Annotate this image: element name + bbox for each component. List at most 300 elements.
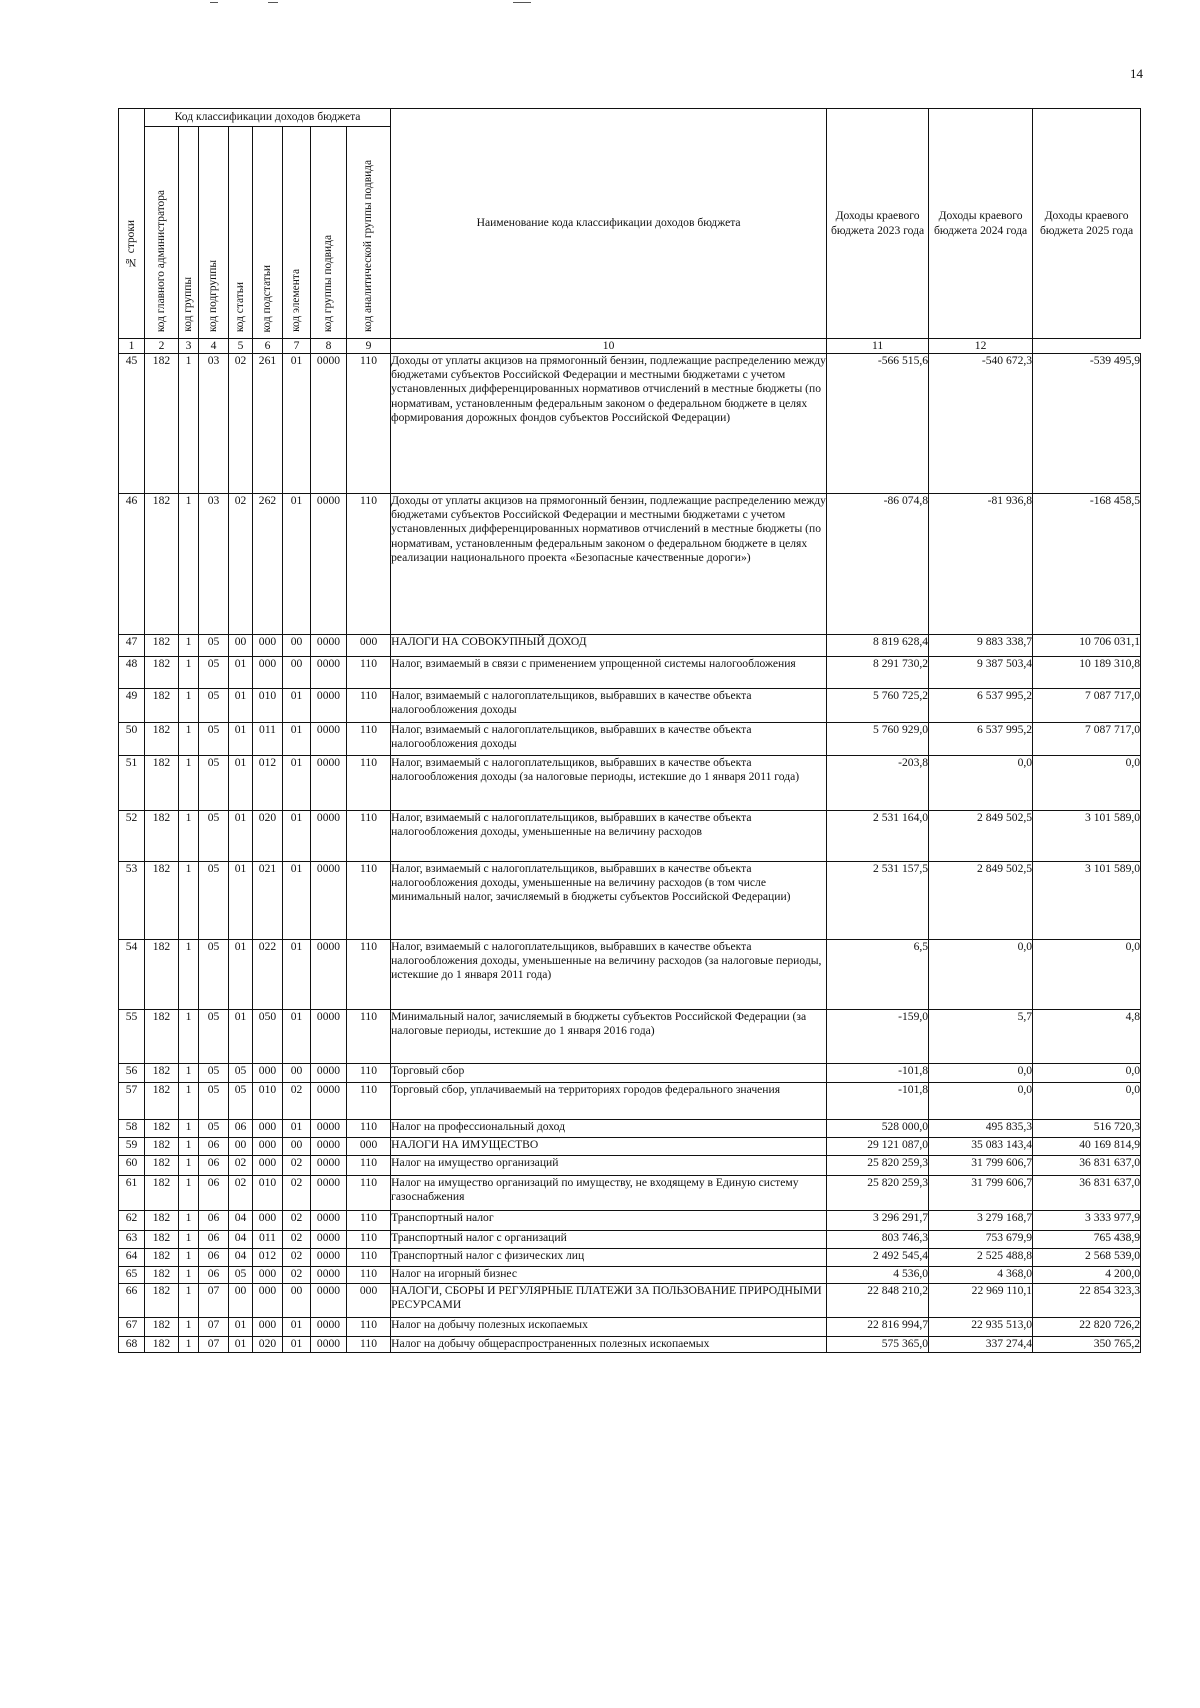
element-code-cell: 02 [283,1176,311,1211]
subarticle-code-cell: 012 [253,756,283,811]
subarticle-code-cell: 020 [253,811,283,862]
article-code-cell: 01 [229,756,253,811]
article-code-cell: 02 [229,1176,253,1211]
subarticle-code-cell: 000 [253,635,283,657]
subgroup-code-cell: 07 [199,1318,229,1337]
article-code-cell: 02 [229,354,253,494]
admin-code-cell: 182 [145,1010,179,1064]
row-number-cell: 64 [119,1249,145,1267]
group-code-cell: 1 [179,1337,199,1353]
income-2025-cell: 36 831 637,0 [1033,1156,1141,1176]
analytic-code-cell: 000 [347,635,391,657]
admin-code-cell: 182 [145,1337,179,1353]
element-code-cell: 01 [283,689,311,723]
income-2024-cell: -540 672,3 [929,354,1033,494]
income-2024-cell: 0,0 [929,1083,1033,1120]
header-admin-code: код главного администратора [145,127,179,339]
income-name-cell: Торговый сбор, уплачиваемый на территориях городов федерального значения [391,1083,827,1120]
row-number-cell: 50 [119,723,145,756]
row-number-cell: 55 [119,1010,145,1064]
admin-code-cell: 182 [145,1120,179,1138]
subarticle-code-cell: 000 [253,1064,283,1083]
admin-code-cell: 182 [145,1156,179,1176]
header-income-2023: Доходы краевого бюджета 2023 года [827,109,929,339]
income-2023-cell: -101,8 [827,1083,929,1120]
income-2024-cell: 9 387 503,4 [929,657,1033,689]
income-2025-cell: 3 101 589,0 [1033,811,1141,862]
income-2025-cell: 4 200,0 [1033,1267,1141,1284]
header-subtype-group-code: код группы подвида [311,127,347,339]
income-2025-cell: -539 495,9 [1033,354,1141,494]
subgroup-code-cell: 06 [199,1211,229,1231]
admin-code-cell: 182 [145,1318,179,1337]
analytic-code-cell: 110 [347,1064,391,1083]
subarticle-code-cell: 010 [253,1176,283,1211]
subarticle-code-cell: 000 [253,1211,283,1231]
admin-code-cell: 182 [145,1267,179,1284]
column-number: 12 [929,339,1033,354]
income-2023-cell: -159,0 [827,1010,929,1064]
subarticle-code-cell: 261 [253,354,283,494]
analytic-code-cell: 110 [347,689,391,723]
analytic-code-cell: 110 [347,1176,391,1211]
income-name-cell: Налог, взимаемый с налогоплательщиков, выбравших в качестве объекта налогообложения доходы, уменьшенные на величину расходов (за налоговые периоды, истекшие до 1 января 2011 года) [391,940,827,1010]
subarticle-code-cell: 000 [253,657,283,689]
income-name-cell: Доходы от уплаты акцизов на прямогонный бензин, подлежащие распределению между бюджетами субъектов Российской Федерации и местными бюджетами с учетом установленных дифференцированных нормативов отчислений в местные бюджеты (по нормативам, установленным федеральным законом о федеральном бюджете в целях формирования дорожных фондов субъектов Российской Федерации) [391,354,827,494]
subarticle-code-cell: 011 [253,1231,283,1249]
income-2025-cell: 0,0 [1033,940,1141,1010]
subgroup-code-cell: 03 [199,494,229,635]
income-2024-cell: 495 835,3 [929,1120,1033,1138]
income-name-cell: Налог, взимаемый с налогоплательщиков, выбравших в качестве объекта налогообложения доходы, уменьшенные на величину расходов (в том числе минимальный налог, зачисляемый в бюджеты субъектов Российской Федерации) [391,862,827,940]
subtype-group-code-cell: 0000 [311,635,347,657]
row-number-cell: 66 [119,1284,145,1318]
analytic-code-cell: 110 [347,1337,391,1353]
income-2023-cell: 29 121 087,0 [827,1138,929,1156]
row-number-cell: 47 [119,635,145,657]
income-name-cell: Транспортный налог с организаций [391,1231,827,1249]
header-income-2025: Доходы краевого бюджета 2025 года [1033,109,1141,339]
income-2023-cell: -86 074,8 [827,494,929,635]
subtype-group-code-cell: 0000 [311,811,347,862]
table-body [119,354,1141,1353]
subtype-group-code-cell: 0000 [311,1083,347,1120]
header-row-number: № строки [119,109,145,339]
income-2024-cell: 31 799 606,7 [929,1176,1033,1211]
header-analytic-group-code: код аналитической группы подвида [347,127,391,339]
analytic-code-cell: 110 [347,811,391,862]
article-code-cell: 01 [229,1318,253,1337]
group-code-cell: 1 [179,657,199,689]
group-code-cell: 1 [179,689,199,723]
income-2023-cell: 5 760 929,0 [827,723,929,756]
analytic-code-cell: 110 [347,1211,391,1231]
income-2025-cell: 22 854 323,3 [1033,1284,1141,1318]
analytic-code-cell: 110 [347,1249,391,1267]
subarticle-code-cell: 011 [253,723,283,756]
admin-code-cell: 182 [145,756,179,811]
subgroup-code-cell: 03 [199,354,229,494]
subgroup-code-cell: 06 [199,1138,229,1156]
subarticle-code-cell: 262 [253,494,283,635]
income-2023-cell: 2 531 164,0 [827,811,929,862]
subtype-group-code-cell: 0000 [311,1337,347,1353]
income-2023-cell: 5 760 725,2 [827,689,929,723]
group-code-cell: 1 [179,1138,199,1156]
income-2024-cell: 2 849 502,5 [929,811,1033,862]
subarticle-code-cell: 000 [253,1267,283,1284]
group-code-cell: 1 [179,1156,199,1176]
subarticle-code-cell: 000 [253,1318,283,1337]
analytic-code-cell: 110 [347,1156,391,1176]
income-name-cell: НАЛОГИ, СБОРЫ И РЕГУЛЯРНЫЕ ПЛАТЕЖИ ЗА ПОЛЬЗОВАНИЕ ПРИРОДНЫМИ РЕСУРСАМИ [391,1284,827,1318]
row-number-cell: 51 [119,756,145,811]
article-code-cell: 01 [229,811,253,862]
column-number: 7 [283,339,311,354]
element-code-cell: 02 [283,1083,311,1120]
subgroup-code-cell: 07 [199,1284,229,1318]
income-name-cell: Минимальный налог, зачисляемый в бюджеты субъектов Российской Федерации (за налоговые периоды, истекшие до 1 января 2016 года) [391,1010,827,1064]
admin-code-cell: 182 [145,862,179,940]
income-name-cell: Налог на игорный бизнес [391,1267,827,1284]
column-number: 11 [827,339,929,354]
element-code-cell: 01 [283,494,311,635]
analytic-code-cell: 110 [347,1318,391,1337]
row-number-cell: 65 [119,1267,145,1284]
subarticle-code-cell: 000 [253,1138,283,1156]
page-number: 14 [1130,66,1143,81]
table-row [119,1211,1141,1231]
table-row [119,1138,1141,1156]
article-code-cell: 01 [229,1010,253,1064]
row-number-cell: 48 [119,657,145,689]
subgroup-code-cell: 07 [199,1337,229,1353]
table-row [119,354,1141,494]
row-number-cell: 54 [119,940,145,1010]
income-2024-cell: 6 537 995,2 [929,723,1033,756]
subarticle-code-cell: 012 [253,1249,283,1267]
income-name-cell: НАЛОГИ НА ИМУЩЕСТВО [391,1138,827,1156]
column-number: 1 [119,339,145,354]
group-code-cell: 1 [179,1064,199,1083]
row-number-cell: 56 [119,1064,145,1083]
subtype-group-code-cell: 0000 [311,1231,347,1249]
group-code-cell: 1 [179,723,199,756]
admin-code-cell: 182 [145,1249,179,1267]
article-code-cell: 04 [229,1211,253,1231]
subtype-group-code-cell: 0000 [311,1249,347,1267]
subtype-group-code-cell: 0000 [311,1120,347,1138]
header-subarticle-code: код подстатьи [253,127,283,339]
subgroup-code-cell: 05 [199,940,229,1010]
income-2024-cell: 2 849 502,5 [929,862,1033,940]
analytic-code-cell: 110 [347,1083,391,1120]
income-2023-cell: 25 820 259,3 [827,1156,929,1176]
row-number-cell: 63 [119,1231,145,1249]
admin-code-cell: 182 [145,723,179,756]
income-2024-cell: 753 679,9 [929,1231,1033,1249]
income-2025-cell: 0,0 [1033,1083,1141,1120]
article-code-cell: 05 [229,1064,253,1083]
subgroup-code-cell: 05 [199,862,229,940]
header-classification-group: Код классификации доходов бюджета [145,109,391,127]
admin-code-cell: 182 [145,1064,179,1083]
header-element-code: код элемента [283,127,311,339]
article-code-cell: 00 [229,1138,253,1156]
row-number-cell: 58 [119,1120,145,1138]
row-number-cell: 45 [119,354,145,494]
element-code-cell: 01 [283,1120,311,1138]
income-2025-cell: -168 458,5 [1033,494,1141,635]
admin-code-cell: 182 [145,689,179,723]
income-2025-cell: 3 101 589,0 [1033,862,1141,940]
budget-income-table [118,108,1141,1353]
income-2024-cell: 3 279 168,7 [929,1211,1033,1231]
table-row [119,635,1141,657]
element-code-cell: 01 [283,1010,311,1064]
income-2023-cell: -101,8 [827,1064,929,1083]
group-code-cell: 1 [179,1284,199,1318]
subgroup-code-cell: 05 [199,1083,229,1120]
subgroup-code-cell: 05 [199,689,229,723]
subgroup-code-cell: 06 [199,1249,229,1267]
analytic-code-cell: 000 [347,1138,391,1156]
subtype-group-code-cell: 0000 [311,940,347,1010]
table-row [119,1156,1141,1176]
article-code-cell: 04 [229,1249,253,1267]
group-code-cell: 1 [179,1267,199,1284]
analytic-code-cell: 110 [347,1120,391,1138]
article-code-cell: 01 [229,689,253,723]
group-code-cell: 1 [179,1120,199,1138]
row-number-cell: 59 [119,1138,145,1156]
element-code-cell: 02 [283,1249,311,1267]
analytic-code-cell: 110 [347,1010,391,1064]
row-number-cell: 53 [119,862,145,940]
article-code-cell: 01 [229,723,253,756]
table-row [119,657,1141,689]
table-row [119,1120,1141,1138]
admin-code-cell: 182 [145,354,179,494]
income-2025-cell: 765 438,9 [1033,1231,1141,1249]
header-subgroup-code: код подгруппы [199,127,229,339]
group-code-cell: 1 [179,1010,199,1064]
income-2023-cell: 8 291 730,2 [827,657,929,689]
article-code-cell: 01 [229,940,253,1010]
income-2025-cell: 3 333 977,9 [1033,1211,1141,1231]
column-number: 6 [253,339,283,354]
subgroup-code-cell: 06 [199,1156,229,1176]
income-2023-cell: 528 000,0 [827,1120,929,1138]
subtype-group-code-cell: 0000 [311,1138,347,1156]
income-2023-cell: 25 820 259,3 [827,1176,929,1211]
article-code-cell: 01 [229,862,253,940]
row-number-cell: 52 [119,811,145,862]
subgroup-code-cell: 06 [199,1267,229,1284]
subtype-group-code-cell: 0000 [311,1064,347,1083]
group-code-cell: 1 [179,756,199,811]
analytic-code-cell: 110 [347,657,391,689]
income-2025-cell: 36 831 637,0 [1033,1176,1141,1211]
admin-code-cell: 182 [145,1138,179,1156]
analytic-code-cell: 110 [347,756,391,811]
income-name-cell: Налог на добычу общераспространенных полезных ископаемых [391,1337,827,1353]
income-2025-cell: 0,0 [1033,756,1141,811]
element-code-cell: 01 [283,756,311,811]
row-number-cell: 61 [119,1176,145,1211]
income-name-cell: Налог на профессиональный доход [391,1120,827,1138]
table-row [119,1231,1141,1249]
income-2024-cell: -81 936,8 [929,494,1033,635]
income-name-cell: Налог, взимаемый с налогоплательщиков, выбравших в качестве объекта налогообложения доходы (за налоговые периоды, истекшие до 1 января 2011 года) [391,756,827,811]
income-2025-cell: 7 087 717,0 [1033,689,1141,723]
header-name: Наименование кода классификации доходов бюджета [391,109,827,339]
income-2023-cell: -203,8 [827,756,929,811]
income-name-cell: Налог на имущество организаций по имуществу, не входящему в Единую систему газоснабжения [391,1176,827,1211]
row-number-cell: 57 [119,1083,145,1120]
article-code-cell: 02 [229,1156,253,1176]
table-row [119,689,1141,723]
subarticle-code-cell: 000 [253,1120,283,1138]
income-2024-cell: 9 883 338,7 [929,635,1033,657]
admin-code-cell: 182 [145,1231,179,1249]
income-2024-cell: 6 537 995,2 [929,689,1033,723]
income-2024-cell: 0,0 [929,1064,1033,1083]
group-code-cell: 1 [179,862,199,940]
income-name-cell: Транспортный налог [391,1211,827,1231]
subtype-group-code-cell: 0000 [311,354,347,494]
element-code-cell: 01 [283,354,311,494]
subgroup-code-cell: 05 [199,811,229,862]
column-numbers-row [119,339,1141,354]
income-2024-cell: 0,0 [929,756,1033,811]
group-code-cell: 1 [179,940,199,1010]
admin-code-cell: 182 [145,811,179,862]
income-2023-cell: 2 492 545,4 [827,1249,929,1267]
element-code-cell: 02 [283,1267,311,1284]
income-2024-cell: 22 969 110,1 [929,1284,1033,1318]
income-2023-cell: 2 531 157,5 [827,862,929,940]
column-number: 9 [347,339,391,354]
article-code-cell: 01 [229,1337,253,1353]
article-code-cell: 00 [229,635,253,657]
income-2023-cell: 6,5 [827,940,929,1010]
table-row [119,1284,1141,1318]
element-code-cell: 02 [283,1156,311,1176]
analytic-code-cell: 110 [347,1231,391,1249]
element-code-cell: 01 [283,811,311,862]
income-2024-cell: 35 083 143,4 [929,1138,1033,1156]
analytic-code-cell: 110 [347,862,391,940]
income-2024-cell: 337 274,4 [929,1337,1033,1353]
column-number: 3 [179,339,199,354]
table-row [119,862,1141,940]
element-code-cell: 01 [283,1337,311,1353]
subtype-group-code-cell: 0000 [311,494,347,635]
subgroup-code-cell: 05 [199,756,229,811]
income-2025-cell: 10 189 310,8 [1033,657,1141,689]
income-2025-cell: 0,0 [1033,1064,1141,1083]
group-code-cell: 1 [179,1249,199,1267]
subtype-group-code-cell: 0000 [311,689,347,723]
element-code-cell: 00 [283,635,311,657]
group-code-cell: 1 [179,1318,199,1337]
subgroup-code-cell: 05 [199,1010,229,1064]
income-2023-cell: 3 296 291,7 [827,1211,929,1231]
header-income-2024: Доходы краевого бюджета 2024 года [929,109,1033,339]
element-code-cell: 00 [283,657,311,689]
header-article-code: код статьи [229,127,253,339]
income-2025-cell: 10 706 031,1 [1033,635,1141,657]
analytic-code-cell: 000 [347,1284,391,1318]
row-number-cell: 49 [119,689,145,723]
income-2024-cell: 2 525 488,8 [929,1249,1033,1267]
article-code-cell: 01 [229,657,253,689]
header-group-code: код группы [179,127,199,339]
group-code-cell: 1 [179,1083,199,1120]
subgroup-code-cell: 05 [199,1064,229,1083]
article-code-cell: 00 [229,1284,253,1318]
income-2025-cell: 7 087 717,0 [1033,723,1141,756]
subarticle-code-cell: 020 [253,1337,283,1353]
income-2023-cell: 8 819 628,4 [827,635,929,657]
table-row [119,811,1141,862]
admin-code-cell: 182 [145,1284,179,1318]
group-code-cell: 1 [179,1211,199,1231]
income-2023-cell: 22 848 210,2 [827,1284,929,1318]
group-code-cell: 1 [179,494,199,635]
table-row [119,756,1141,811]
income-2025-cell: 22 820 726,2 [1033,1318,1141,1337]
group-code-cell: 1 [179,811,199,862]
column-number: 8 [311,339,347,354]
subtype-group-code-cell: 0000 [311,1284,347,1318]
income-2024-cell: 4 368,0 [929,1267,1033,1284]
element-code-cell: 02 [283,1211,311,1231]
article-code-cell: 02 [229,494,253,635]
element-code-cell: 01 [283,723,311,756]
table-row [119,1337,1141,1353]
table-row [119,1267,1141,1284]
group-code-cell: 1 [179,635,199,657]
table-row [119,1083,1141,1120]
column-number: 5 [229,339,253,354]
subgroup-code-cell: 05 [199,1120,229,1138]
element-code-cell: 01 [283,862,311,940]
group-code-cell: 1 [179,1176,199,1211]
table-row [119,940,1141,1010]
column-number: 2 [145,339,179,354]
income-name-cell: Транспортный налог с физических лиц [391,1249,827,1267]
element-code-cell: 01 [283,940,311,1010]
subtype-group-code-cell: 0000 [311,1211,347,1231]
article-code-cell: 06 [229,1120,253,1138]
subtype-group-code-cell: 0000 [311,1318,347,1337]
subarticle-code-cell: 050 [253,1010,283,1064]
income-name-cell: Налог на добычу полезных ископаемых [391,1318,827,1337]
subtype-group-code-cell: 0000 [311,1176,347,1211]
subarticle-code-cell: 021 [253,862,283,940]
income-2025-cell: 516 720,3 [1033,1120,1141,1138]
income-name-cell: Налог, взимаемый с налогоплательщиков, выбравших в качестве объекта налогообложения доходы [391,689,827,723]
income-2023-cell: 575 365,0 [827,1337,929,1353]
income-2024-cell: 5,7 [929,1010,1033,1064]
row-number-cell: 62 [119,1211,145,1231]
element-code-cell: 01 [283,1318,311,1337]
admin-code-cell: 182 [145,1083,179,1120]
subarticle-code-cell: 022 [253,940,283,1010]
income-2025-cell: 4,8 [1033,1010,1141,1064]
